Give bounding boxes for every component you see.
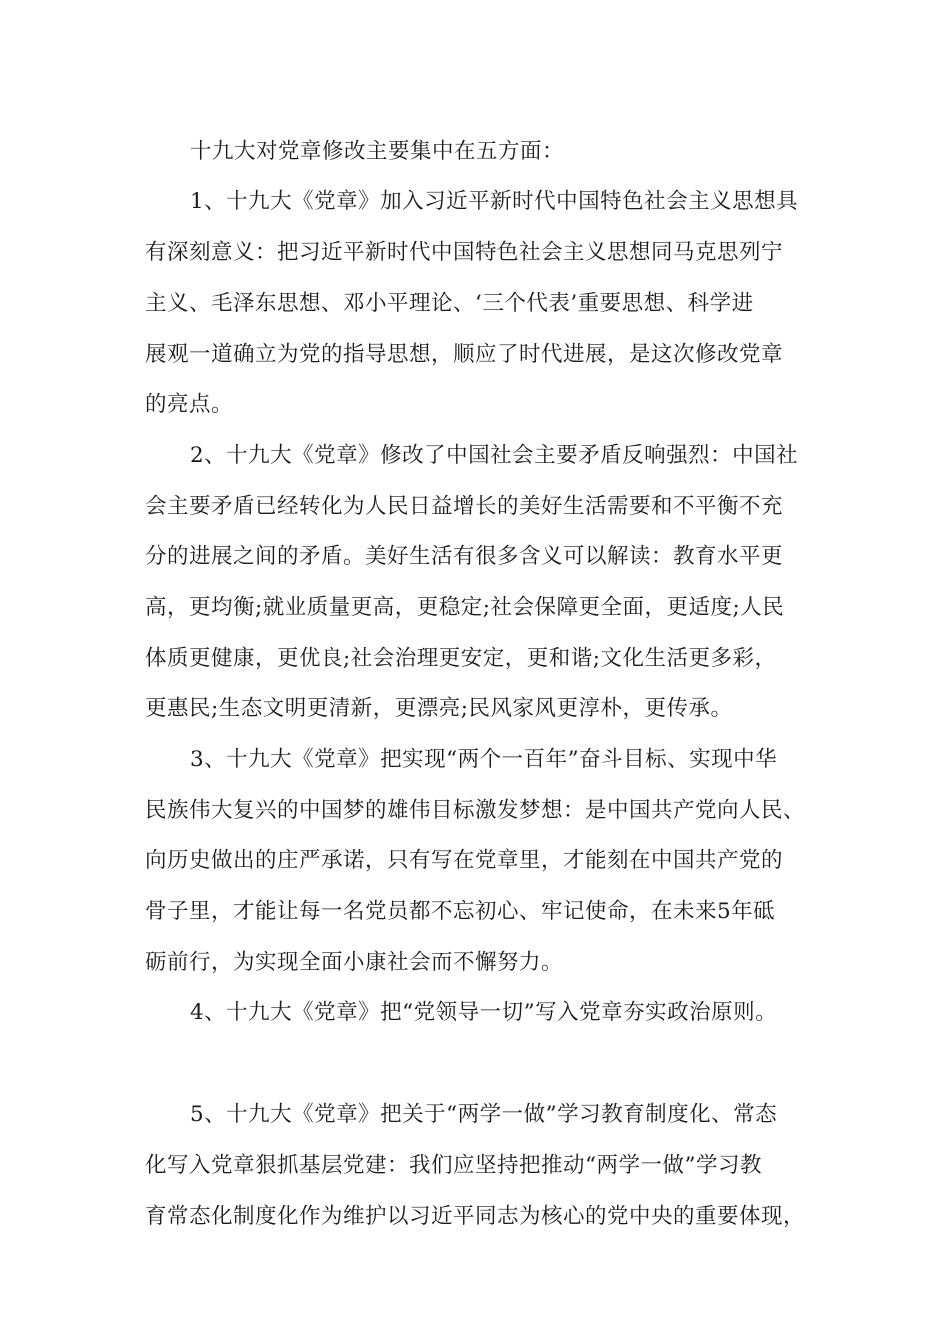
text-line: 1、十九大《党章》加入习近平新时代中国特色社会主义思想具 <box>190 189 799 214</box>
text-line: 骨子里，才能让每一名党员都不忘初心、牢记使命，在未来5年砥 <box>145 899 776 924</box>
text-line: 2、十九大《党章》修改了中国社会主要矛盾反响强烈：中国社 <box>190 443 799 468</box>
text-line: 会主要矛盾已经转化为人民日益增长的美好生活需要和不平衡不充 <box>145 494 784 519</box>
text-line: 体质更健康，更优良;社会治理更安定，更和谐;文化生活更多彩， <box>145 646 777 671</box>
text-line: 分的进展之间的矛盾。美好生活有很多含义可以解读：教育水平更 <box>145 544 784 569</box>
text-line: 的亮点。 <box>145 392 234 417</box>
text-line: 砺前行，为实现全面小康社会而不懈努力。 <box>145 950 564 975</box>
text-line: 主义、毛泽东思想、邓小平理论、‘三个代表’重要思想、科学进 <box>145 291 754 316</box>
text-line: 高，更均衡;就业质量更高，更稳定;社会保障更全面，更适度;人民 <box>145 595 785 620</box>
text-line: 有深刻意义：把习近平新时代中国特色社会主义思想同马克思列宁 <box>145 240 784 265</box>
text-line: 民族伟大复兴的中国梦的雄伟目标激发梦想：是中国共产党向人民、 <box>145 798 806 823</box>
text-line: 向历史做出的庄严承诺，只有写在党章里，才能刻在中国共产党的 <box>145 848 784 873</box>
text-line: 4、十九大《党章》把“党领导一切”写入党章夯实政治原则。 <box>190 1000 778 1025</box>
text-line: 化写入党章狠抓基层党建：我们应坚持把推动“两学一做”学习教 <box>145 1153 762 1178</box>
text-line: 3、十九大《党章》把实现“两个一百年”奋斗目标、实现中华 <box>190 747 778 772</box>
text-line: 5、十九大《党章》把关于“两学一做”学习教育制度化、常态 <box>190 1102 778 1127</box>
text-line: 育常态化制度化作为维护以习近平同志为核心的党中央的重要体现， <box>145 1204 806 1229</box>
text-line: 更惠民;生态文明更清新，更漂亮;民风家风更淳朴，更传承。 <box>145 696 733 721</box>
text-line: 展观一道确立为党的指导思想，顺应了时代进展，是这次修改党章 <box>145 342 784 367</box>
text-line: 十九大对党章修改主要集中在五方面： <box>190 139 565 164</box>
